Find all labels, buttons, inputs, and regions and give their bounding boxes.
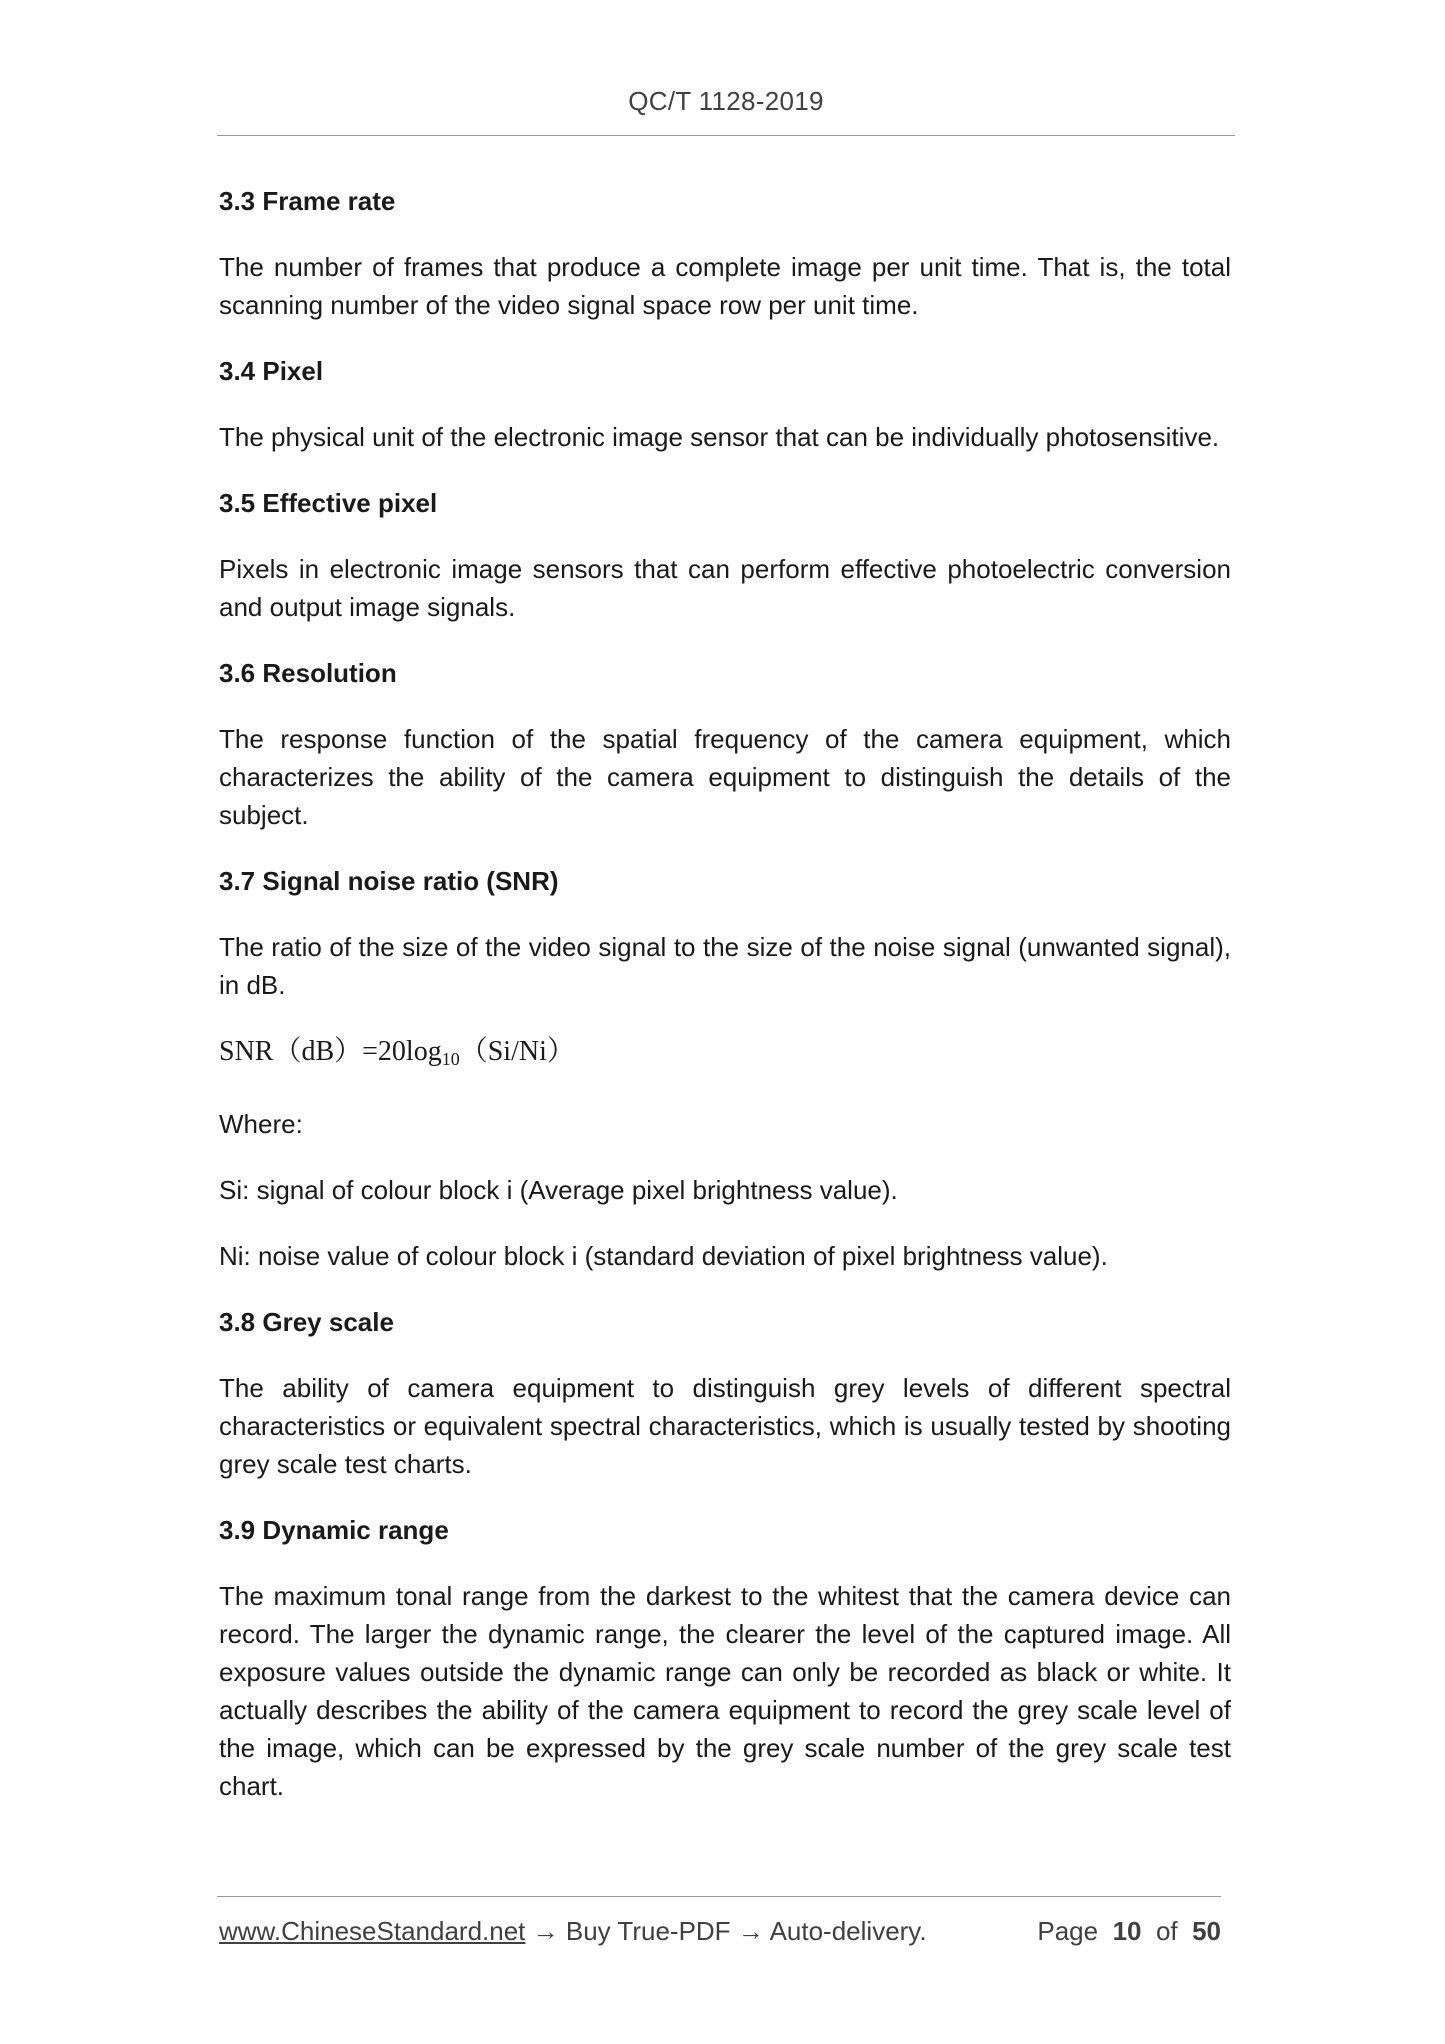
footer-tagline: → Buy True-PDF → Auto-delivery. (525, 1916, 927, 1946)
section-resolution (219, 654, 1231, 834)
section-title: 3.5 Effective pixel (219, 488, 438, 518)
section-frame-rate (219, 182, 1231, 324)
formula-definition-si: Si: signal of colour block i (Average pixel brightness value). (219, 1175, 898, 1205)
footer-promo (219, 1916, 927, 1947)
current-page-number: 10 (1112, 1916, 1142, 1946)
formula-where-label: Where: (219, 1109, 303, 1139)
section-paragraph: The number of frames that produce a complete image per unit time. That is, the total scanning number of the video signal space row per unit time. (219, 252, 1231, 320)
header-divider (217, 135, 1235, 136)
page-counter (1037, 1916, 1221, 1947)
section-title: 3.9 Dynamic range (219, 1515, 449, 1545)
page-label: Page (1037, 1916, 1099, 1946)
of-label: of (1155, 1916, 1178, 1946)
section-paragraph: The maximum tonal range from the darkest to the whitest that the camera device can record. The larger the dynamic range, the clearer the level of the captured image. All exposure values outside the dynamic range can only be recorded as black or white. It actually describes the ability of the camera equipment to record the grey scale level of the image, which can be expressed by the grey scale number of the grey scale test chart. (219, 1581, 1231, 1801)
document-body (219, 182, 1231, 1833)
section-grey-scale (219, 1303, 1231, 1483)
section-paragraph: The ability of camera equipment to distinguish grey levels of different spectral characteristics or equivalent spectral characteristics, which is usually tested by shooting grey scale test charts. (219, 1373, 1231, 1479)
section-paragraph: The physical unit of the electronic image sensor that can be individually photosensitive. (219, 422, 1220, 452)
section-paragraph: Pixels in electronic image sensors that can perform effective photoelectric conversion and output image signals. (219, 554, 1231, 622)
snr-formula (219, 1032, 1231, 1079)
section-title: 3.8 Grey scale (219, 1307, 394, 1337)
section-paragraph: The response function of the spatial frequency of the camera equipment, which characterizes the ability of the camera equipment to distinguish the details of the subject. (219, 724, 1231, 830)
website-link[interactable]: www.ChineseStandard.net (219, 1916, 526, 1946)
section-dynamic-range (219, 1511, 1231, 1805)
document-header-title: QC/T 1128-2019 (628, 86, 824, 116)
section-snr (219, 862, 1231, 1275)
section-effective-pixel (219, 484, 1231, 626)
formula-suffix: （Si/Ni） (459, 1036, 575, 1067)
section-title: 3.6 Resolution (219, 658, 397, 688)
section-paragraph: The ratio of the size of the video signal to the size of the noise signal (unwanted signal), in dB. (219, 932, 1231, 1000)
section-title: 3.7 Signal noise ratio (SNR) (219, 866, 559, 896)
section-pixel (219, 352, 1231, 456)
formula-prefix: SNR（dB）=20log (219, 1036, 442, 1067)
formula-subscript: 10 (441, 1049, 460, 1069)
total-page-count: 50 (1192, 1916, 1221, 1946)
section-title: 3.4 Pixel (219, 356, 324, 386)
formula-definition-ni: Ni: noise value of colour block i (standard deviation of pixel brightness value). (219, 1241, 1108, 1271)
section-title: 3.3 Frame rate (219, 186, 396, 216)
footer-divider (217, 1896, 1221, 1897)
